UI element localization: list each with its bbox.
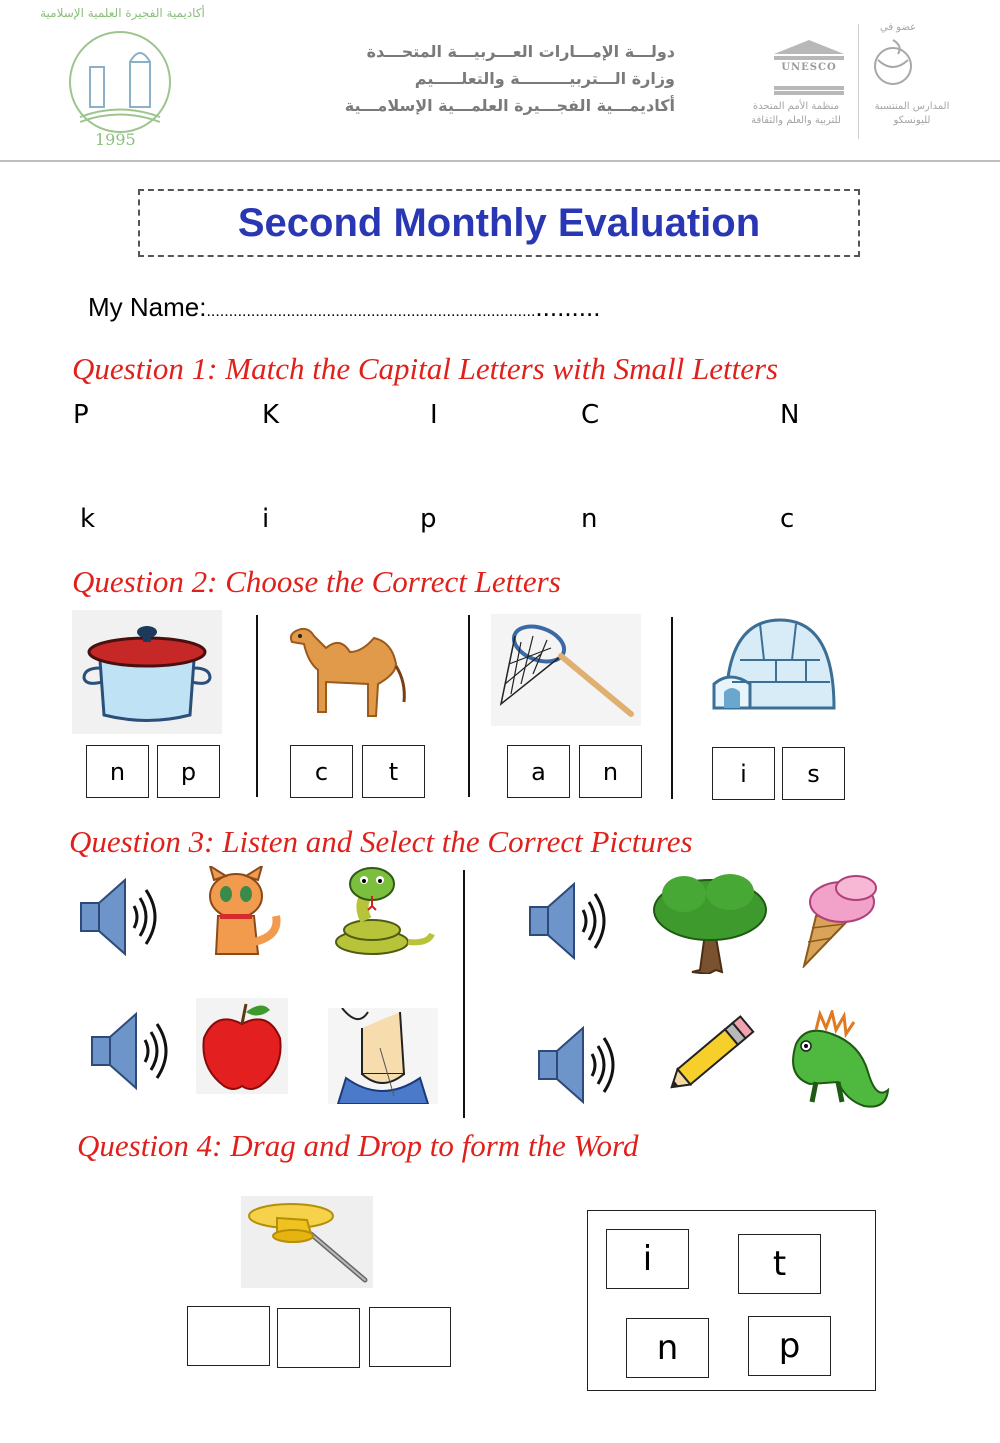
tree-picture[interactable]	[650, 870, 772, 974]
q2-option-net-1[interactable]: a	[507, 745, 570, 798]
header-separator	[858, 24, 859, 139]
arabic-line-1: دولـــة الإمـــارات العـــربيـــة المتحـــدة	[366, 42, 675, 61]
q2-divider-3	[671, 617, 673, 799]
camel-picture	[278, 612, 418, 730]
q2-option-igloo-1[interactable]: i	[712, 747, 775, 800]
speaker-icon[interactable]	[536, 1024, 622, 1106]
drag-tile-t[interactable]: t	[738, 1234, 821, 1294]
academy-logo-name: أكاديمية الفجيرة العلمية الإسلامية	[40, 6, 205, 20]
q2-divider-2	[468, 615, 470, 797]
unesco-word: UNESCO	[781, 62, 837, 73]
kitten-picture[interactable]	[196, 866, 282, 960]
title-frame	[138, 189, 860, 257]
name-line	[88, 292, 600, 323]
iguana-picture[interactable]	[776, 1010, 892, 1114]
arabic-line-2: وزارة الـــتربيـــــــــة والتعلـــــيم	[414, 69, 675, 88]
q2-divider-1	[256, 615, 258, 797]
drop-slot-3[interactable]	[369, 1307, 451, 1367]
unesco-caption: منظمة الأمم المتحدة للتربية والعلم والثقافة	[751, 101, 841, 126]
q2-option-camel-2[interactable]: t	[362, 745, 425, 798]
q1-small-5[interactable]: c	[780, 504, 795, 534]
ice-cream-picture[interactable]	[792, 872, 896, 968]
q3-divider	[463, 870, 465, 1118]
q1-capital-2[interactable]: K	[262, 400, 280, 430]
pot-picture	[72, 610, 222, 734]
q3-heading: Question 3: Listen and Select the Correct Pictures	[69, 824, 693, 859]
apple-picture[interactable]	[196, 998, 288, 1094]
arabic-line-3: أكاديمـــية الفجـــيرة العلمـــية الإسلامـــية	[344, 96, 675, 115]
q2-option-camel-1[interactable]: c	[290, 745, 353, 798]
snake-picture[interactable]	[328, 864, 436, 958]
speaker-icon[interactable]	[527, 880, 613, 962]
q2-option-net-2[interactable]: n	[579, 745, 642, 798]
q1-small-1[interactable]: k	[80, 504, 96, 534]
q1-heading: Question 1: Match the Capital Letters with Small Letters	[72, 351, 779, 386]
speaker-icon[interactable]	[89, 1010, 175, 1092]
header-divider	[0, 160, 1000, 162]
pencil-picture[interactable]	[660, 1012, 760, 1098]
q1-capital-5[interactable]: N	[780, 400, 800, 430]
member-label: عضو في	[880, 22, 917, 33]
q1-capital-1[interactable]: P	[73, 400, 89, 430]
q1-small-3[interactable]: p	[420, 504, 437, 534]
q1-capital-4[interactable]: C	[581, 400, 600, 430]
academy-logo-year: 1995	[95, 130, 136, 149]
igloo-picture	[710, 610, 842, 722]
q1-capital-3[interactable]: I	[430, 400, 438, 430]
page-title: Second Monthly Evaluation	[237, 200, 761, 245]
q2-option-pot-2[interactable]: p	[157, 745, 220, 798]
drag-tile-n[interactable]: n	[626, 1318, 709, 1378]
drag-tile-p[interactable]: p	[748, 1316, 831, 1376]
drop-slot-2[interactable]	[277, 1308, 360, 1368]
q1-small-4[interactable]: n	[581, 504, 598, 534]
q2-option-igloo-2[interactable]: s	[782, 747, 845, 800]
q1-small-2[interactable]: i	[262, 504, 270, 534]
name-field[interactable]: ...................................................................................	[206, 292, 601, 322]
drop-slot-1[interactable]	[187, 1306, 270, 1366]
q4-heading: Question 4: Drag and Drop to form the Word	[77, 1128, 639, 1163]
pin-picture	[241, 1196, 373, 1288]
arabic-header	[330, 38, 675, 119]
asp-globe-icon	[868, 36, 918, 92]
schools-caption: المدارس المنتسبة لليونسكو	[874, 101, 950, 126]
net-picture	[491, 614, 641, 726]
q2-option-pot-1[interactable]: n	[86, 745, 149, 798]
q2-heading: Question 2: Choose the Correct Letters	[72, 564, 561, 599]
drag-tile-i[interactable]: i	[606, 1229, 689, 1289]
name-label: My Name:	[88, 292, 207, 322]
speaker-icon[interactable]	[78, 876, 164, 958]
neck-picture[interactable]	[328, 1008, 438, 1104]
